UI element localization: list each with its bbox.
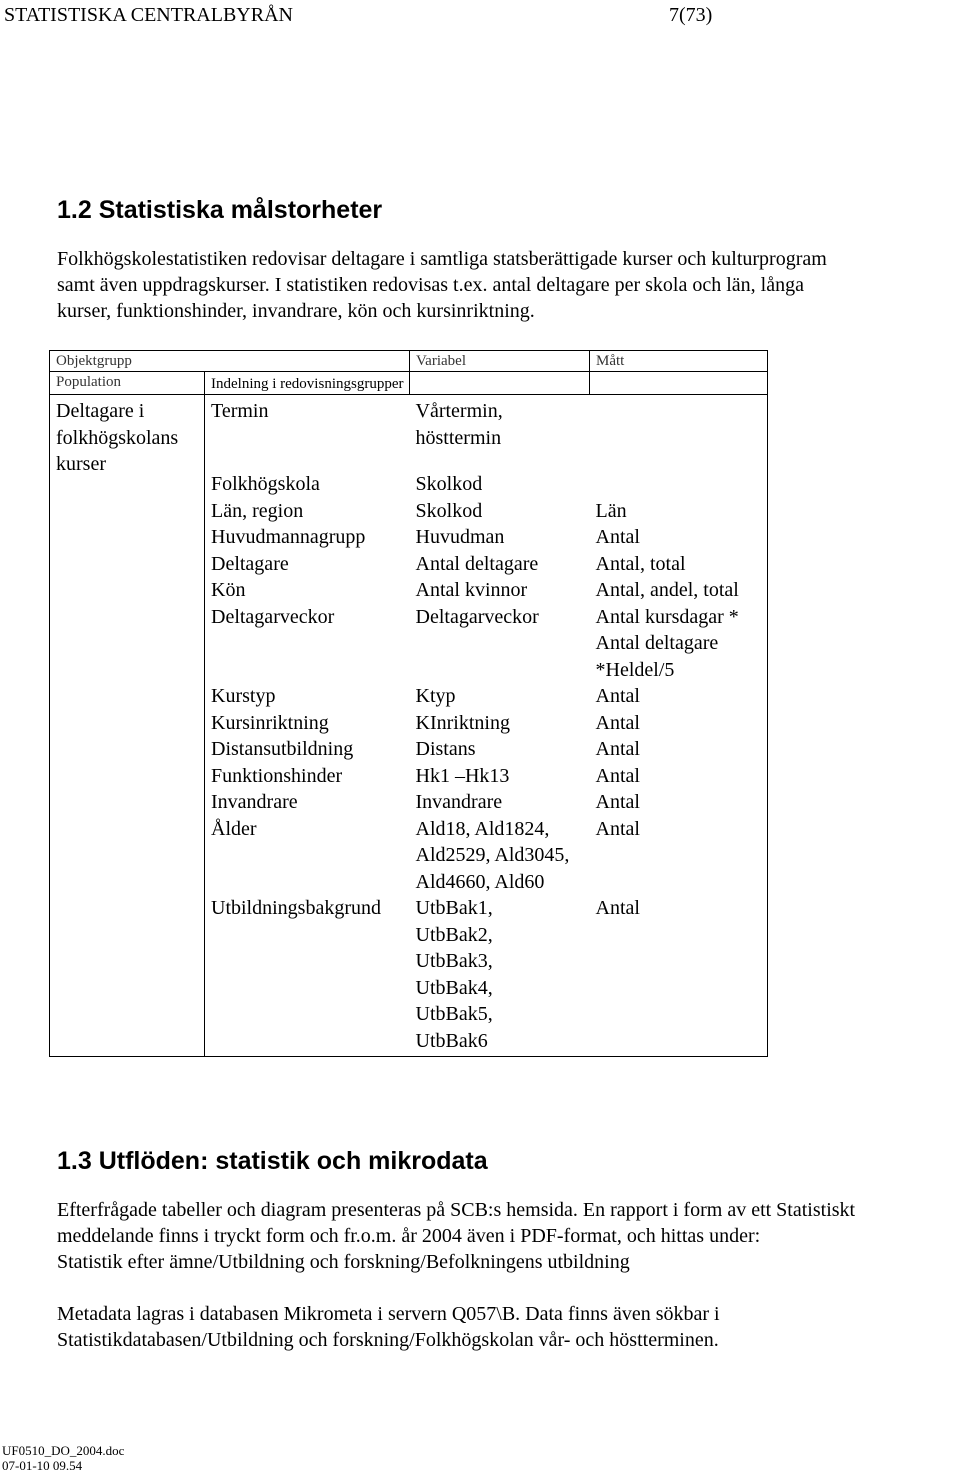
- paragraph-line: meddelande finns i tryckt form och fr.o.m. år 2004 även i PDF-format, och hittas under:: [57, 1225, 761, 1247]
- cell-indelning: Kursinriktning: [211, 711, 329, 734]
- cell-indelning: Deltagare: [211, 552, 289, 575]
- cell-matt: Antal: [590, 524, 768, 551]
- cell-variabel: Ald18, Ald1824, Ald2529, Ald3045, Ald4660, Ald60: [415, 817, 570, 893]
- subheader-indelning: Indelning i redovisningsgrupper: [205, 372, 410, 395]
- cell-matt: Antal: [590, 789, 768, 816]
- header-matt: Mått: [590, 351, 768, 372]
- cell-variabel: Skolkod: [415, 473, 483, 495]
- footer-timestamp: 07-01-10 09.54: [2, 1458, 83, 1473]
- organization-name: STATISTISKA CENTRALBYRÅN: [4, 4, 293, 26]
- cell-indelning: Invandrare: [211, 791, 298, 813]
- cell-matt: Antal: [590, 736, 768, 763]
- page-number: 7(73): [669, 4, 713, 26]
- utfloden-paragraph: [57, 1197, 855, 1275]
- cell-variabel: Huvudman: [415, 526, 505, 548]
- cell-indelning: Ålder: [211, 817, 257, 840]
- cell-variabel: Ktyp: [415, 685, 456, 707]
- table-header-row: [50, 351, 768, 372]
- cell-matt: [590, 471, 768, 498]
- cell-matt: Antal, andel, total: [590, 577, 768, 604]
- cell-matt: Antal: [590, 816, 768, 896]
- cell-variabel: Invandrare: [415, 791, 503, 813]
- cell-indelning: Termin: [211, 400, 269, 422]
- footer-filename: UF0510_DO_2004.doc: [2, 1443, 125, 1458]
- cell-matt: Antal kursdagar * Antal deltagare *Heldel/5: [590, 604, 768, 684]
- subheader-empty: [410, 372, 590, 395]
- cell-indelning: Län, region: [211, 499, 304, 522]
- cell-matt: Antal: [590, 710, 768, 737]
- cell-indelning: Deltagarveckor: [211, 605, 335, 628]
- intro-paragraph: [57, 246, 827, 324]
- footer: [2, 1443, 124, 1473]
- paragraph-line: samt även uppdragskurser. I statistiken redovisas t.ex. antal deltagare per skola och län, långa: [57, 274, 804, 296]
- section-heading-utfloden: 1.3 Utflöden: statistik och mikrodata: [57, 1147, 488, 1175]
- cell-indelning: Kurstyp: [211, 685, 276, 707]
- metadata-paragraph: [57, 1301, 720, 1353]
- paragraph-line: Statistikdatabasen/Utbildning och forskning/Folkhögskolan vår- och höstterminen.: [57, 1329, 719, 1351]
- cell-variabel: Deltagarveckor: [415, 605, 539, 628]
- cell-variabel: KInriktning: [415, 711, 510, 734]
- header-variabel: Variabel: [410, 351, 590, 372]
- cell-matt: Antal, total: [590, 551, 768, 578]
- paragraph-line: kurser, funktionshinder, invandrare, kön och kursinriktning.: [57, 300, 535, 322]
- cell-matt: Antal: [590, 763, 768, 790]
- table-subheader-row: [50, 372, 768, 395]
- cell-matt: Antal: [590, 683, 768, 710]
- cell-indelning: Folkhögskola: [211, 473, 320, 495]
- cell-variabel: Hk1 –Hk13: [415, 764, 510, 787]
- target-variables-table: [49, 350, 768, 1057]
- subheader-population: Population: [50, 372, 205, 395]
- subheader-empty: [590, 372, 768, 395]
- section-heading-malstorheter: 1.2 Statistiska målstorheter: [57, 196, 383, 224]
- cell-variabel: Distans: [415, 738, 476, 760]
- cell-indelning: Kön: [211, 579, 246, 601]
- population-cell: Deltagare i folkhögskolans kurser: [50, 395, 205, 1057]
- cell-indelning: Distansutbildning: [211, 738, 354, 760]
- cell-variabel: Skolkod: [415, 499, 483, 522]
- paragraph-line: Statistik efter ämne/Utbildning och forskning/Befolkningens utbildning: [57, 1251, 630, 1273]
- cell-variabel: UtbBak1, UtbBak2, UtbBak3, UtbBak4, UtbBak5, UtbBak6: [410, 895, 590, 1057]
- cell-indelning: Funktionshinder: [211, 764, 343, 787]
- paragraph-line: Folkhögskolestatistiken redovisar deltagare i samtliga statsberättigade kurser och kulturprogram: [57, 248, 827, 270]
- cell-matt: Län: [590, 498, 768, 525]
- table-row: [50, 395, 768, 472]
- header-objektgrupp: Objektgrupp: [50, 351, 410, 372]
- cell-indelning: Huvudmannagrupp: [211, 526, 366, 548]
- cell-variabel: Antal deltagare: [415, 552, 539, 575]
- cell-indelning: Utbildningsbakgrund: [205, 895, 410, 1057]
- cell-matt: [590, 395, 768, 472]
- paragraph-line: Metadata lagras i databasen Mikrometa i servern Q057\B. Data finns även sökbar i: [57, 1303, 720, 1325]
- cell-variabel: Antal kvinnor: [415, 579, 528, 601]
- cell-variabel: Vårtermin, hösttermin: [415, 400, 503, 449]
- cell-matt: Antal: [590, 895, 768, 1057]
- paragraph-line: Efterfrågade tabeller och diagram presenteras på SCB:s hemsida. En rapport i form av ett Statistiskt: [57, 1199, 856, 1221]
